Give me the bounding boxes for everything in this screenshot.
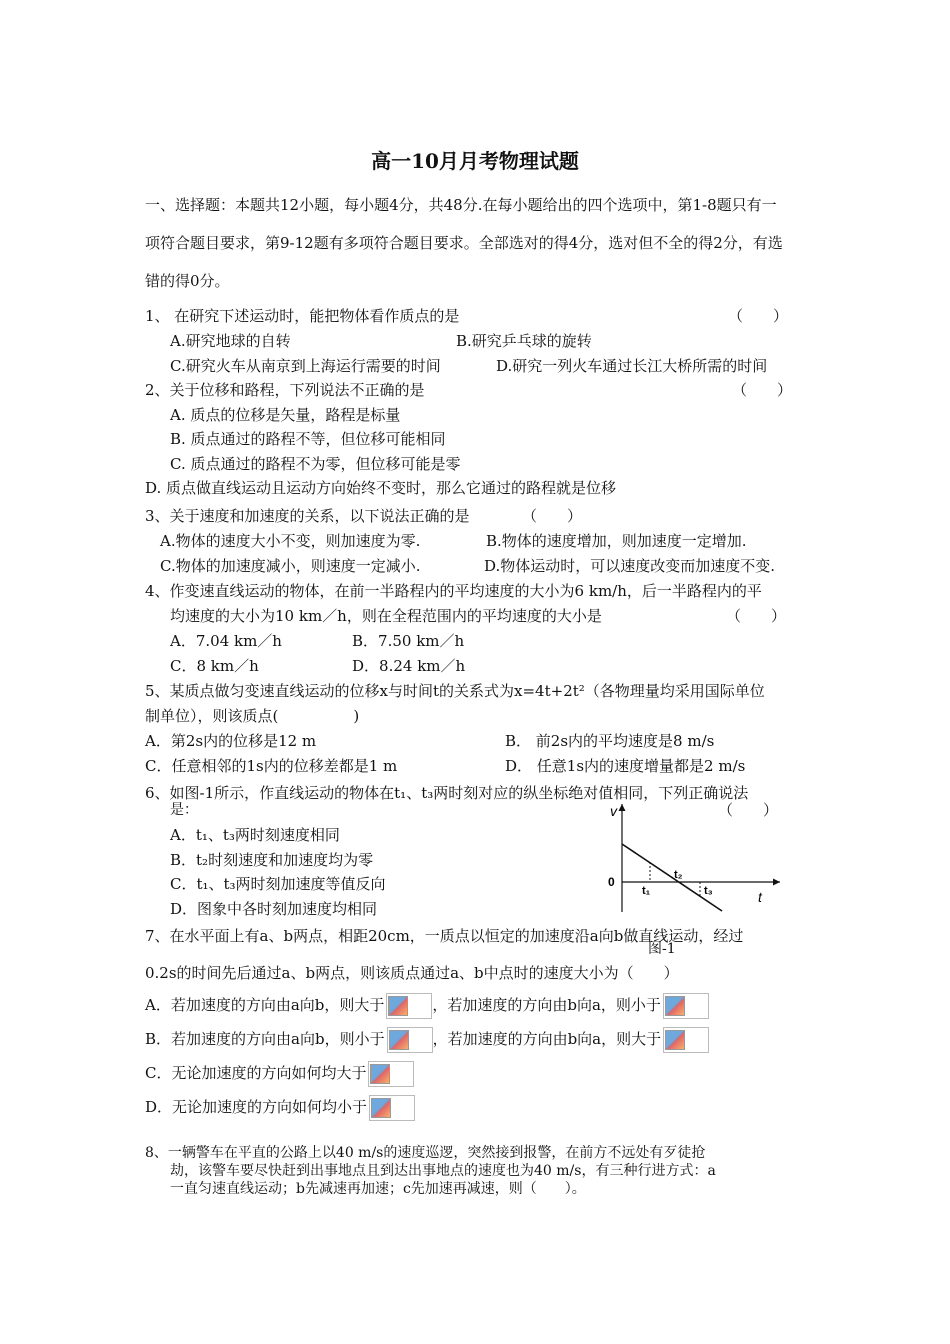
t3-label: t₃ bbox=[704, 885, 713, 897]
t2-label: t₂ bbox=[674, 869, 683, 881]
q5-option-b: B． 前2s内的平均速度是8 m/s bbox=[505, 732, 715, 750]
q7-stem-line-1: 7、在水平面上有a、b两点，相距20cm，一质点以恒定的加速度沿a向b做直线运动，经过 bbox=[145, 927, 744, 945]
q6-option-c: C．t₁、t₃两时刻加速度等值反向 bbox=[170, 875, 386, 893]
intro-line-2: 项符合题目要求，第9-12题有多项符合题目要求。全部选对的得4分，选对但不全的得2分，有选 bbox=[145, 234, 783, 252]
q6-answer-paren: （ ） bbox=[718, 801, 779, 819]
t1-label: t₁ bbox=[642, 885, 651, 897]
q6-option-a: A．t₁、t₃两时刻速度相同 bbox=[170, 826, 340, 844]
q8-stem-line-2: 劫，该警车要尽快赶到出事地点且到达出事地点的速度也为40 m/s，有三种行进方式：a bbox=[170, 1163, 716, 1179]
q5-option-d: D． 任意1s内的速度增量都是2 m/s bbox=[505, 757, 746, 775]
q7-option-c bbox=[145, 1061, 414, 1087]
formula-image-icon bbox=[663, 1027, 709, 1053]
q3-option-d: D.物体运动时，可以速度改变而加速度不变. bbox=[484, 557, 776, 575]
v-axis-label: v bbox=[610, 803, 617, 819]
q5-stem-line-1: 5、某质点做匀变速直线运动的位移x与时间t的关系式为x=4t+2t²（各物理量均采用国际单位 bbox=[145, 682, 765, 700]
q6-option-d: D．图象中各时刻加速度均相同 bbox=[170, 900, 378, 918]
q7-option-b-part1: B．若加速度的方向由a向b，则小于 bbox=[145, 1030, 385, 1048]
q1-option-b: B.研究乒乓球的旋转 bbox=[456, 332, 592, 350]
q1-option-c: C.研究火车从南京到上海运行需要的时间 bbox=[170, 357, 441, 375]
q5-option-c: C．任意相邻的1s内的位移差都是1 m bbox=[145, 757, 398, 775]
q7-option-b-part2: ，若加速度的方向由b向a，则大于 bbox=[432, 1030, 662, 1048]
q3-option-c: C.物体的加速度减小，则速度一定减小. bbox=[160, 557, 421, 575]
q7-option-d-text: D．无论加速度的方向如何均小于 bbox=[145, 1098, 368, 1116]
q6-stem-line-1: 6、如图-1所示，作直线运动的物体在t₁、t₃两时刻对应的纵坐标绝对值相同，下列正确说法 bbox=[145, 784, 749, 802]
page-title: 高一10月月考物理试题 bbox=[371, 149, 579, 173]
intro-line-1: 一、选择题：本题共12小题，每小题4分，共48分.在每小题给出的四个选项中，第1-8题只有一 bbox=[145, 196, 777, 214]
q2-stem: 2、关于位移和路程，下列说法不正确的是 bbox=[145, 381, 425, 399]
formula-image-icon bbox=[369, 1095, 415, 1121]
t-axis-label: t bbox=[758, 889, 762, 905]
q2-option-d: D. 质点做直线运动且运动方向始终不变时，那么它通过的路程就是位移 bbox=[145, 479, 617, 497]
formula-image-icon bbox=[368, 1061, 414, 1087]
q7-option-d bbox=[145, 1095, 415, 1121]
q6-option-b: B．t₂时刻速度和加速度均为零 bbox=[170, 851, 374, 869]
q7-option-a-part1: A．若加速度的方向由a向b，则大于 bbox=[145, 996, 385, 1014]
q7-option-c-text: C．无论加速度的方向如何均大于 bbox=[145, 1064, 367, 1082]
q4-option-c: C．8 km／h bbox=[170, 657, 259, 675]
formula-image-icon bbox=[386, 993, 432, 1019]
q3-stem: 3、关于速度和加速度的关系，以下说法正确的是 bbox=[145, 507, 470, 525]
q3-answer-paren: （ ） bbox=[522, 507, 583, 525]
q4-answer-paren: （ ） bbox=[726, 607, 787, 625]
q5-option-a: A．第2s内的位移是12 m bbox=[145, 732, 317, 750]
q2-option-b: B. 质点通过的路程不等，但位移可能相同 bbox=[170, 430, 446, 448]
formula-image-icon bbox=[663, 993, 709, 1019]
q5-stem-line-2: 制单位），则该质点( ) bbox=[145, 707, 360, 725]
q3-option-a: A.物体的速度大小不变，则加速度为零. bbox=[160, 532, 421, 550]
q2-option-c: C. 质点通过的路程不为零，但位移可能是零 bbox=[170, 455, 461, 473]
q7-stem-line-2: 0.2s的时间先后通过a、b两点，则该质点通过a、b中点时的速度大小为（ ） bbox=[145, 964, 679, 982]
q2-option-a: A. 质点的位移是矢量，路程是标量 bbox=[170, 406, 401, 424]
q4-option-b: B．7.50 km／h bbox=[352, 632, 465, 650]
q2-answer-paren: （ ） bbox=[732, 381, 793, 399]
q1-stem: 1、 在研究下述运动时，能把物体看作质点的是 bbox=[145, 307, 460, 325]
q7-option-a bbox=[145, 993, 709, 1019]
q4-stem-line-2: 均速度的大小为10 km／h，则在全程范围内的平均速度的大小是 bbox=[170, 607, 602, 625]
intro-line-3: 错的得0分。 bbox=[145, 272, 230, 290]
origin-label: 0 bbox=[608, 875, 615, 889]
q1-option-a: A.研究地球的自转 bbox=[170, 332, 291, 350]
q7-option-a-part2: ，若加速度的方向由b向a，则小于 bbox=[432, 996, 661, 1014]
q1-answer-paren: （ ） bbox=[728, 307, 789, 325]
velocity-line bbox=[622, 844, 722, 911]
formula-image-icon bbox=[387, 1027, 433, 1053]
q4-option-a: A．7.04 km／h bbox=[170, 632, 282, 650]
q3-option-b: B.物体的速度增加，则加速度一定增加. bbox=[486, 532, 747, 550]
figure-caption: 图-1 bbox=[648, 941, 676, 957]
q8-stem-line-3: 一直匀速直线运动；b先减速再加速；c先加速再减速，则（ ）。 bbox=[170, 1181, 586, 1197]
q6-stem-line-2: 是： bbox=[170, 802, 198, 818]
q8-stem-line-1: 8、一辆警车在平直的公路上以40 m/s的速度巡逻，突然接到报警，在前方不远处有歹徒抢 bbox=[145, 1145, 706, 1161]
q4-option-d: D．8.24 km／h bbox=[352, 657, 466, 675]
q4-stem-line-1: 4、作变速直线运动的物体，在前一半路程内的平均速度的大小为6 km/h，后一半路程内的平 bbox=[145, 582, 762, 600]
q7-option-b bbox=[145, 1027, 709, 1053]
q1-option-d: D.研究一列火车通过长江大桥所需的时间 bbox=[496, 357, 768, 375]
